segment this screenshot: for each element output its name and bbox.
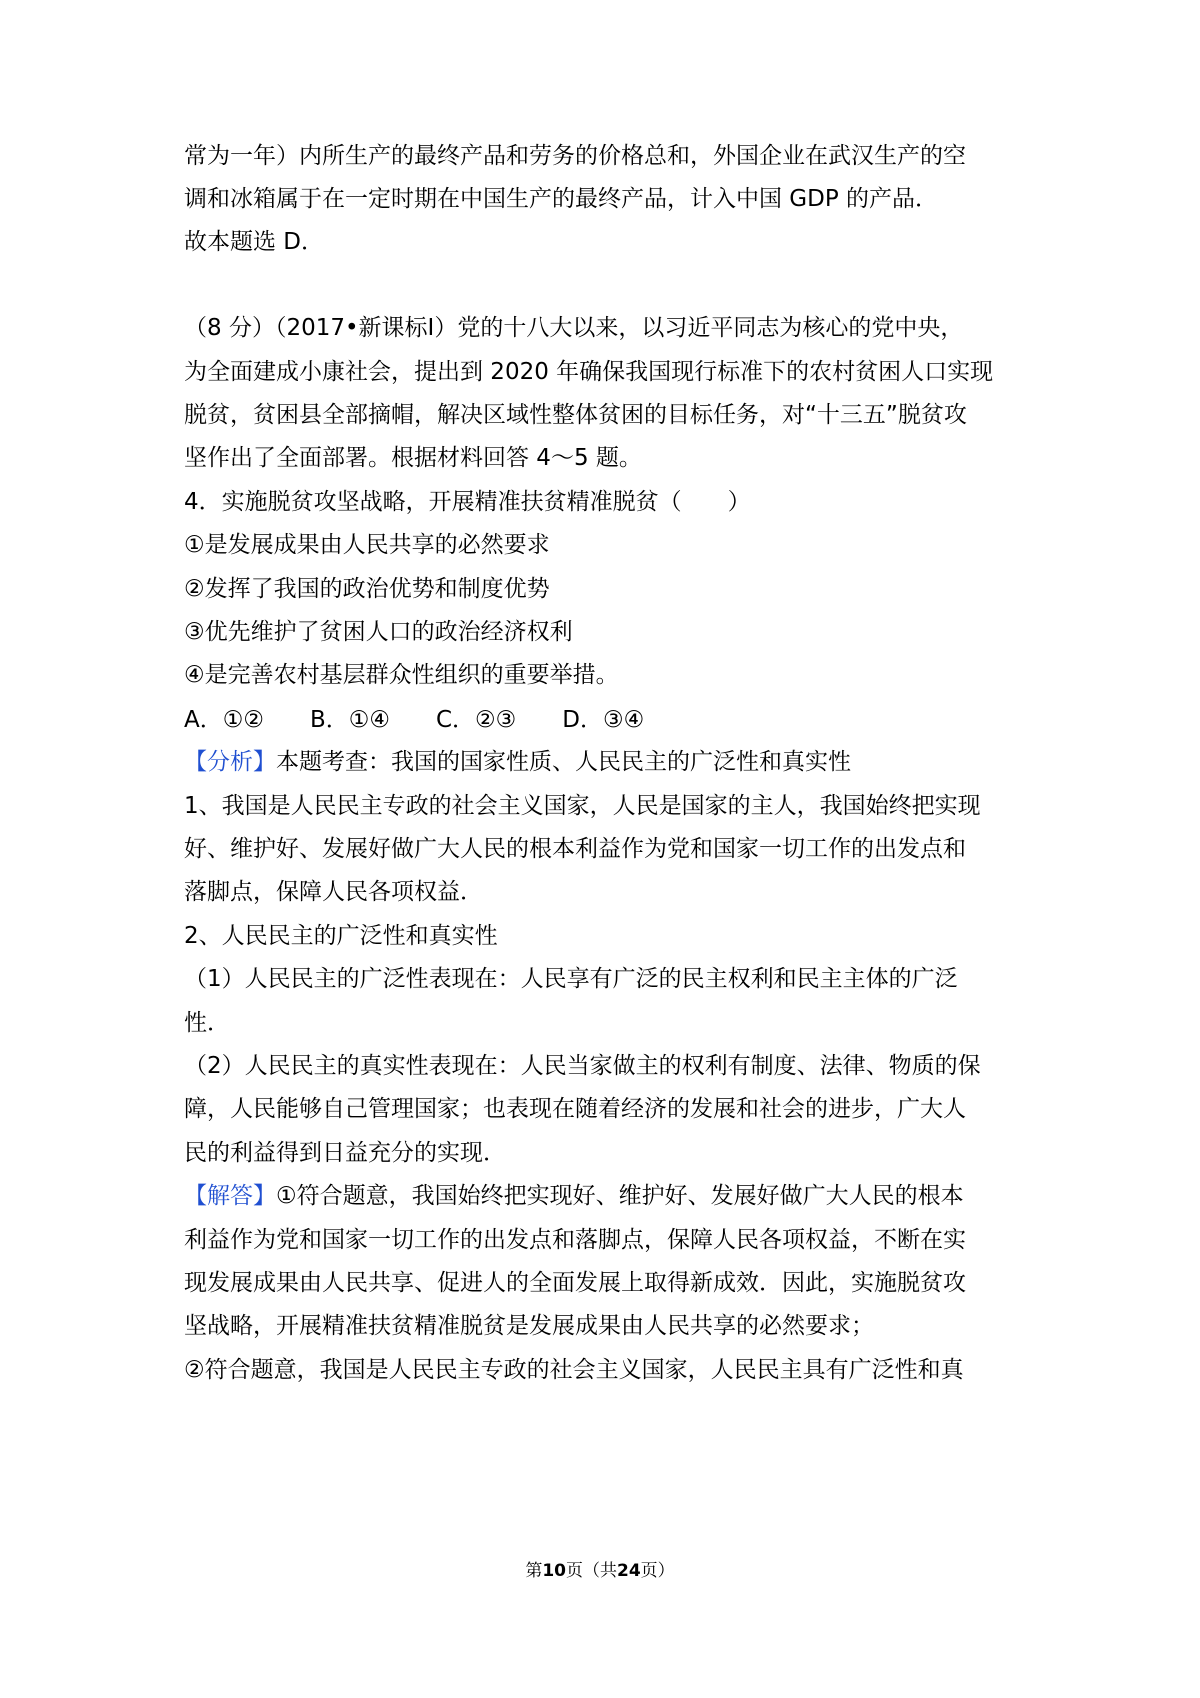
prev-answer-conclusion: 故本题选 D． (184, 229, 325, 255)
footer-current-page: 10 (542, 1561, 566, 1581)
analysis-line: 落脚点，保障人民各项权益． (184, 879, 483, 905)
prev-answer-line: 常为一年）内所生产的最终产品和劳务的价格总和，外国企业在武汉生产的空 (184, 143, 966, 169)
analysis-heading (184, 747, 1034, 777)
material-line: 坚作出了全面部署。根据材料回答 4～5 题。 (184, 445, 642, 471)
page-footer (0, 1559, 1200, 1583)
analysis-line: 性． (184, 1010, 230, 1036)
analysis-line: 障，人民能够自己管理国家；也表现在随着经济的发展和社会的进步，广大人 (184, 1096, 966, 1122)
analysis-line: （2）人民民主的真实性表现在：人民当家做主的权利有制度、法律、物质的保 (184, 1053, 981, 1079)
footer-suffix: 页） (640, 1561, 675, 1581)
analysis-line: 民的利益得到日益充分的实现． (184, 1140, 506, 1166)
material-line: 脱贫，贫困县全部摘帽，解决区域性整体贫困的目标任务，对“十三五”脱贫攻 (184, 402, 967, 428)
answer-line: 现发展成果由人民共享、促进人的全面发展上取得新成效．因此，实施脱贫攻 (184, 1270, 966, 1296)
analysis-intro: 本题考查：我国的国家性质、人民民主的广泛性和真实性 (276, 749, 851, 775)
footer-middle: 页（共 (566, 1561, 617, 1581)
analysis-line: 2、人民民主的广泛性和真实性 (184, 923, 498, 949)
question-statement: ①是发展成果由人民共享的必然要求 (184, 532, 550, 558)
question-options: A．①② B．①④ C．②③ D．③④ (184, 707, 645, 733)
material-line: 为全面建成小康社会，提出到 2020 年确保我国现行标准下的农村贫困人口实现 (184, 359, 994, 385)
material-line: （8 分）（2017•新课标Ⅰ）党的十八大以来，以习近平同志为核心的党中央， (184, 315, 964, 341)
question-statement: ②发挥了我国的政治优势和制度优势 (184, 576, 550, 602)
question-statement: ③优先维护了贫困人口的政治经济权利 (184, 619, 573, 645)
footer-total-pages: 24 (617, 1561, 641, 1581)
answer-heading (184, 1181, 1034, 1211)
answer-line: 利益作为党和国家一切工作的出发点和落脚点，保障人民各项权益，不断在实 (184, 1227, 966, 1253)
footer-prefix: 第 (525, 1561, 543, 1581)
prev-answer-line: 调和冰箱属于在一定时期在中国生产的最终产品，计入中国 GDP 的产品． (184, 186, 939, 212)
question-statement: ④是完善农村基层群众性组织的重要举措。 (184, 662, 619, 688)
analysis-line: （1）人民民主的广泛性表现在：人民享有广泛的民主权利和民主主体的广泛 (184, 966, 958, 992)
question-stem: 4．实施脱贫攻坚战略，开展精准扶贫精准脱贫（ ） (184, 489, 751, 515)
answer-line: 坚战略，开展精准扶贫精准脱贫是发展成果由人民共享的必然要求； (184, 1313, 874, 1339)
analysis-tag: 【分析】 (184, 749, 276, 775)
answer-tag: 【解答】 (184, 1183, 276, 1209)
answer-first: ①符合题意，我国始终把实现好、维护好、发展好做广大人民的根本 (276, 1183, 964, 1209)
answer-line: ②符合题意，我国是人民民主专政的社会主义国家，人民民主具有广泛性和真 (184, 1357, 964, 1383)
analysis-line: 好、维护好、发展好做广大人民的根本利益作为党和国家一切工作的出发点和 (184, 836, 966, 862)
analysis-line: 1、我国是人民民主专政的社会主义国家，人民是国家的主人，我国始终把实现 (184, 793, 981, 819)
